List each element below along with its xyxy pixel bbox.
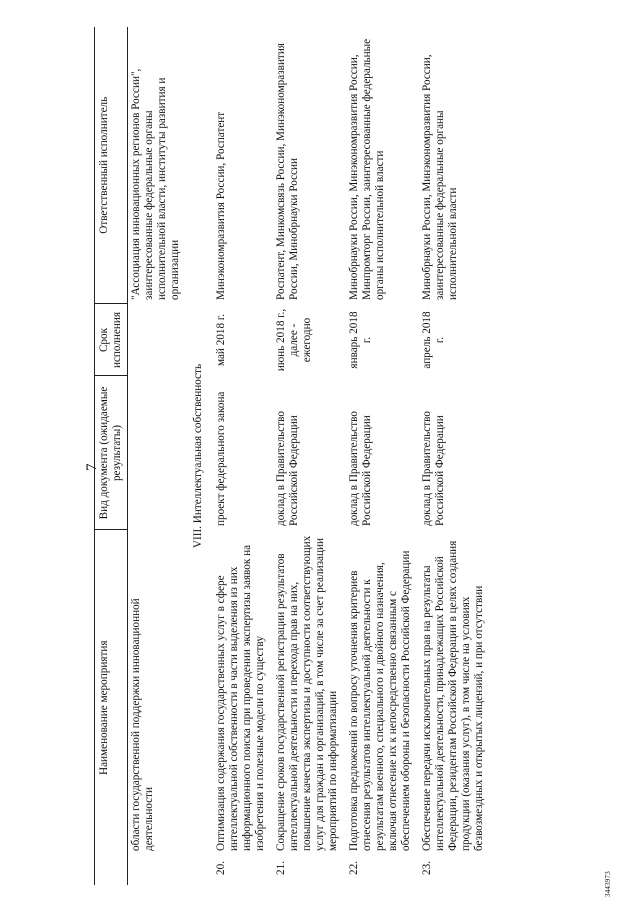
table-row (273, 27, 346, 885)
table-row (346, 27, 419, 885)
row-number: 21. (275, 861, 287, 875)
section-title: VIII. Интеллектуальная собственность (192, 363, 204, 549)
row-name: Подготовка предложений по вопросу уточнения критериев отнесения результатов интеллектуальной деятельности к результатам военного, специального и двойного назначения, включая отнесение их к непосредственно связанным с обеспечением обороны и безопасности Российской Федерации (348, 550, 412, 851)
continuation-name: области государственной поддержки инновационной деятельности (130, 598, 155, 851)
continuation-executor: "Ассоциация инновационных регионов России", заинтересованные федеральные органы исполнительной власти, институты развития и организации (130, 68, 181, 300)
row-executor: Минобрнауки России, Минэкономразвития России, Минпромторг России, заинтересованные федеральные органы исполнительной власти (348, 38, 386, 300)
row-doc-type: доклад в Правительство Российской Федерации (421, 411, 446, 526)
row-doc-type: проект федерального закона (215, 391, 227, 526)
table-row (419, 27, 492, 885)
header-row (95, 27, 128, 885)
continuation-row (128, 27, 189, 885)
row-deadline: апрель 2018 г. (421, 311, 446, 369)
measures-table (94, 27, 492, 885)
row-name: Сокращение сроков государственной регистрации результатов интеллектуальной деятельности и перехода прав на них, повышение качества экспертизы и доступности соответствующих услуг для граждан и организаций, в том числе за счет реализации мероприятий по информатизации (275, 535, 339, 851)
row-executor: Минобрнауки России, Минэкономразвития России, заинтересованные федеральные органы исполнительной власти (421, 54, 459, 300)
row-deadline: июнь 2018 г., далее - ежегодно (275, 308, 313, 372)
section-heading-row (188, 27, 213, 885)
row-name: Обеспечение передачи исключительных прав на результаты интеллектуальной деятельности, принадлежащих Российской Федерации, резидентам Российской Федерации в целях создания продукции (оказания услуг), в том числе на условиях безвозмездных и открытых лицензий, и при отсутствии (421, 540, 485, 851)
header-doc-type: Вид документа (ожидаемые результаты) (95, 376, 128, 530)
document-id: 3443973 (604, 871, 612, 897)
row-number: 20. (215, 861, 227, 875)
row-executor: Минэкономразвития России, Роспатент (215, 111, 227, 300)
header-executor: Ответственный исполнитель (95, 27, 128, 304)
row-doc-type: доклад в Правительство Российской Федерации (275, 411, 300, 526)
row-executor: Роспатент, Минкомсвязь России, Минэкономразвития России, Минобрнауки России (275, 43, 300, 300)
row-deadline: май 2018 г. (215, 313, 227, 367)
row-name: Оптимизация содержания государственных услуг в сфере интеллектуальной собственности в части выделения из них информационного поиска при проведении экспертизы заявок на изобретения и полезные модели по существу (215, 544, 266, 851)
row-number: 22. (348, 861, 360, 875)
row-doc-type: доклад в Правительство Российской Федерации (348, 411, 373, 526)
row-deadline: январь 2018 г. (348, 311, 373, 369)
page-number: 7 (84, 463, 100, 471)
header-deadline: Срок исполнения (95, 304, 128, 376)
row-number: 23. (421, 861, 433, 875)
header-name: Наименование мероприятия (95, 530, 128, 885)
table-row (213, 27, 273, 885)
